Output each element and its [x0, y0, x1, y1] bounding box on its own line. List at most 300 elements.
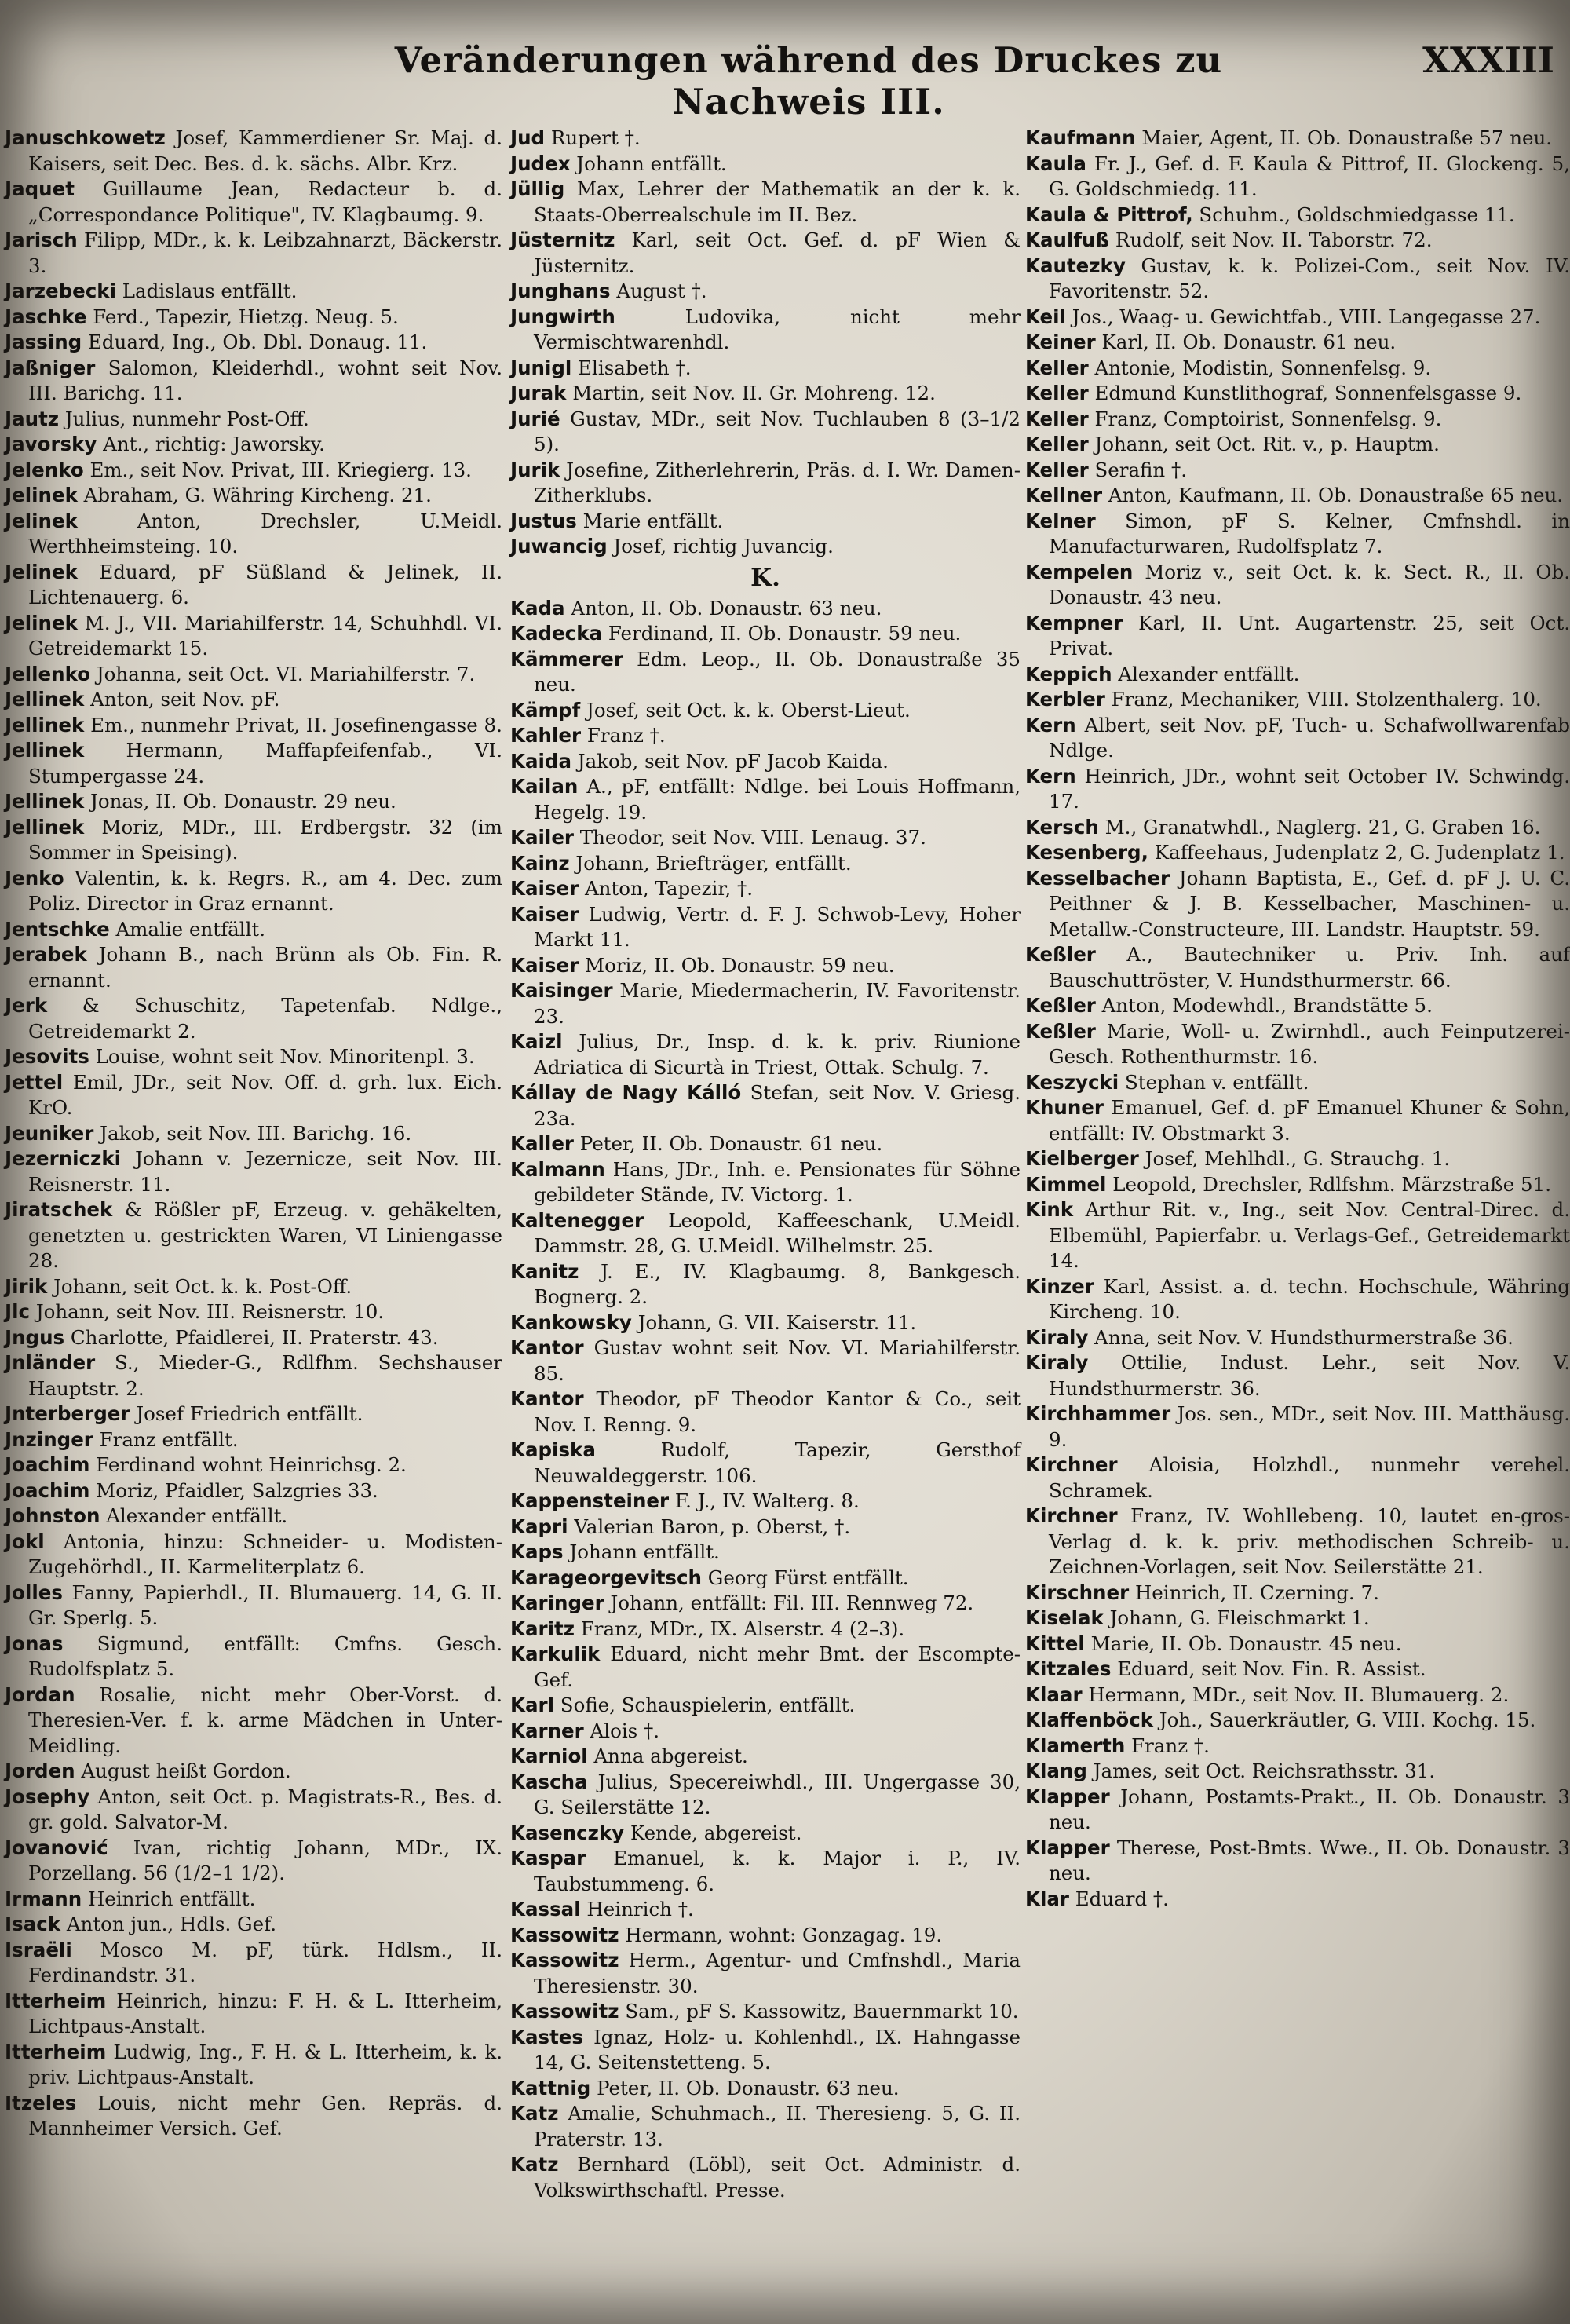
- entry-text: Josef, seit Oct. k. k. Oberst-Lieut.: [580, 698, 911, 722]
- directory-entry: [5, 662, 502, 688]
- entry-text: Johann, entfällt: Fil. III. Rennweg 72.: [604, 1591, 974, 1614]
- entry-name: Kassowitz: [510, 2000, 619, 2023]
- entry-name: Itzeles: [5, 2091, 77, 2114]
- directory-entry: [1025, 1785, 1570, 1836]
- directory-entry: [510, 851, 1020, 877]
- directory-entry: [1025, 1606, 1570, 1632]
- entry-text: Gustav, MDr., seit Nov. Tuchlauben 8 (3–1/2 5).: [534, 407, 1020, 455]
- entry-name: Jiratschek: [5, 1198, 113, 1221]
- directory-entry: [1025, 866, 1570, 943]
- entry-text: Anna abgereist.: [587, 1745, 748, 1767]
- directory-entry: [510, 1157, 1020, 1208]
- entry-text: Aloisia, Holzhdl., nunmehr verehel. Schramek.: [1049, 1453, 1570, 1502]
- entry-text: Jos., Waag- u. Gewichtfab., VIII. Langegasse 27.: [1065, 305, 1541, 328]
- entry-text: Karl, II. Ob. Donaustr. 61 neu.: [1095, 331, 1397, 353]
- entry-text: Ferdinand wohnt Heinrichsg. 2.: [89, 1453, 407, 1476]
- page-number: XXXIII: [1422, 39, 1554, 81]
- entry-name: Karitz: [510, 1617, 575, 1640]
- entry-name: Jellinek: [5, 713, 85, 736]
- entry-name: Keller: [1025, 382, 1089, 404]
- directory-entry: [1025, 203, 1570, 228]
- entry-text: Franz †.: [1125, 1734, 1210, 1757]
- entry-text: Franz †.: [581, 724, 666, 747]
- entry-name: Jokl: [5, 1529, 45, 1553]
- directory-entry: [5, 1044, 502, 1070]
- directory-entry: [1025, 1452, 1570, 1504]
- entry-name: Jngus: [5, 1325, 65, 1349]
- entry-name: Kalmann: [510, 1157, 605, 1181]
- entry-name: Jorden: [5, 1759, 75, 1782]
- entry-name: Kaller: [510, 1132, 575, 1155]
- entry-name: Keil: [1025, 305, 1066, 328]
- directory-entry: [1025, 1172, 1570, 1198]
- entry-name: Katz: [510, 2102, 559, 2125]
- entry-text: Rosalie, nicht mehr Ober-Vorst. d. Theresien-Ver. f. k. arme Mädchen in Unter-Meidling.: [28, 1683, 502, 1757]
- entry-text: Johann, seit Nov. III. Reisnerstr. 10.: [30, 1300, 385, 1323]
- entry-text: Josef, Kammerdiener Sr. Maj. d. Kaisers, seit Dec. Bes. d. k. sächs. Albr. Krz.: [28, 126, 502, 175]
- directory-entry: [1025, 840, 1570, 866]
- entry-name: Keppich: [1025, 662, 1112, 685]
- entry-name: Kassowitz: [510, 1949, 619, 1971]
- directory-entry: [510, 509, 1020, 535]
- entry-text: Louis, nicht mehr Gen. Repräs. d. Mannheimer Versich. Gef.: [28, 2091, 502, 2139]
- entry-name: Klamerth: [1025, 1734, 1126, 1757]
- entry-name: Itterheim: [5, 2040, 107, 2063]
- entry-name: Kaisinger: [510, 979, 613, 1002]
- entry-name: Kainz: [510, 851, 570, 875]
- entry-name: Kankowsky: [510, 1310, 632, 1334]
- directory-entry: [5, 993, 502, 1044]
- entry-name: Jentschke: [5, 917, 110, 941]
- directory-entry: [1025, 1708, 1570, 1734]
- entry-name: Karner: [510, 1719, 584, 1742]
- entry-name: Josephy: [5, 1785, 90, 1808]
- entry-text: James, seit Oct. Reichsrathsstr. 31.: [1086, 1759, 1436, 1782]
- directory-entry: [510, 279, 1020, 305]
- directory-entry: [510, 1438, 1020, 1489]
- directory-entry: [5, 1580, 502, 1632]
- directory-entry: [5, 1632, 502, 1683]
- directory-entry: [5, 1452, 502, 1478]
- directory-entry: [1025, 483, 1570, 509]
- entry-text: Ludwig, Vertr. d. F. J. Schwob-Levy, Hoher Markt 11.: [534, 902, 1020, 951]
- entry-text: Filipp, MDr., k. k. Leibzahnarzt, Bäckerstr. 3.: [28, 228, 502, 277]
- entry-name: Jellenko: [5, 662, 91, 685]
- entry-text: Moriz, II. Ob. Donaustr. 59 neu.: [579, 953, 895, 977]
- entry-name: Katz: [510, 2153, 559, 2176]
- entry-name: Kern: [1025, 764, 1076, 787]
- entry-text: Hans, JDr., Inh. e. Pensionates für Söhne gebildeter Stände, IV. Victorg. 1.: [534, 1157, 1020, 1206]
- entry-text: Charlotte, Pfaidlerei, II. Praterstr. 43.: [64, 1325, 439, 1349]
- directory-entry: [1025, 305, 1570, 331]
- entry-name: Kascha: [510, 1770, 588, 1793]
- entry-text: Theodor, seit Nov. VIII. Lenaug. 37.: [574, 826, 926, 849]
- directory-entry: [510, 2101, 1020, 2152]
- directory-entry: [5, 483, 502, 509]
- entry-name: Jettel: [5, 1070, 64, 1094]
- entry-name: Irmann: [5, 1887, 82, 1910]
- directory-entry: [510, 1897, 1020, 1923]
- entry-text: Rupert †.: [545, 126, 641, 149]
- directory-entry: [5, 942, 502, 993]
- entry-name: Jaschke: [5, 305, 87, 328]
- entry-name: Karl: [510, 1694, 554, 1716]
- entry-name: Keller: [1025, 458, 1089, 481]
- directory-entry: [5, 1683, 502, 1759]
- directory-entry: [5, 560, 502, 611]
- entry-text: Jakob, seit Nov. pF Jacob Kaida.: [571, 749, 889, 773]
- entry-text: Albert, seit Nov. pF, Tuch- u. Schafwollwarenfab Ndlge.: [1049, 713, 1570, 762]
- directory-entry: [5, 1299, 502, 1325]
- entry-name: Joachim: [5, 1453, 90, 1476]
- directory-entry: [5, 1478, 502, 1504]
- entry-text: Ignaz, Holz- u. Kohlenhdl., IX. Hahngasse 14, G. Seitenstetteng. 5.: [534, 2025, 1020, 2074]
- entry-text: Alois †.: [583, 1719, 660, 1742]
- entry-name: Kahler: [510, 724, 582, 747]
- directory-entry: [510, 647, 1020, 698]
- entry-text: Antonia, hinzu: Schneider- u. Modisten-Zugehörhdl., II. Karmeliterplatz 6.: [28, 1529, 502, 1578]
- directory-entry: [1025, 126, 1570, 152]
- directory-entry: [5, 1759, 502, 1785]
- entry-name: Kämmerer: [510, 647, 623, 671]
- entry-text: Anton, Kaufmann, II. Ob. Donaustraße 65 neu.: [1102, 484, 1564, 506]
- entry-text: Johann B., nach Brünn als Ob. Fin. R. ernannt.: [28, 943, 502, 992]
- entry-name: Kaltenegger: [510, 1208, 644, 1232]
- directory-entry: [5, 1325, 502, 1351]
- entry-name: Keßler: [1025, 943, 1096, 966]
- directory-entry: [510, 1029, 1020, 1080]
- entry-text: August †.: [610, 280, 707, 302]
- entry-name: Jarisch: [5, 228, 78, 251]
- directory-entry: [5, 1989, 502, 2040]
- entry-text: Ferdinand, II. Ob. Donaustr. 59 neu.: [602, 622, 962, 645]
- directory-entry: [510, 1999, 1020, 2025]
- entry-name: Israëli: [5, 1938, 72, 1961]
- entry-text: Johann, Briefträger, entfällt.: [569, 851, 852, 875]
- directory-entry: [510, 2076, 1020, 2102]
- directory-entry: [5, 1197, 502, 1274]
- entry-name: Johnston: [5, 1504, 100, 1527]
- directory-entry: [5, 1836, 502, 1887]
- entry-text: Johann v. Jezernicze, seit Nov. III. Reisnerstr. 11.: [28, 1147, 502, 1196]
- directory-entry: [1025, 942, 1570, 993]
- directory-entry: [510, 1948, 1020, 1999]
- entry-name: Kaula & Pittrof,: [1025, 203, 1193, 226]
- directory-entry: [5, 1529, 502, 1580]
- entry-text: August heißt Gordon.: [75, 1759, 291, 1782]
- entry-text: Josef, Mehlhdl., G. Strauchg. 1.: [1138, 1147, 1451, 1170]
- directory-entry: [510, 305, 1020, 356]
- entry-text: Anton jun., Hdls. Gef.: [60, 1913, 277, 1935]
- entry-name: Jurak: [510, 382, 567, 404]
- entry-text: Hermann, Maffapfeifenfab., VI. Stumpergasse 24.: [28, 739, 502, 787]
- page-title: Veränderungen während des Druckes zu Nachweis III.: [394, 39, 1223, 122]
- directory-entry: [1025, 611, 1570, 662]
- entry-text: Gustav, k. k. Polizei-Com., seit Nov. IV. Favoritenstr. 52.: [1049, 254, 1570, 302]
- entry-name: Kaula: [1025, 152, 1086, 175]
- entry-text: Leopold, Drechsler, Rdlfshm. Märzstraße 51.: [1106, 1172, 1552, 1196]
- entry-text: Eduard, seit Nov. Fin. R. Assist.: [1111, 1657, 1426, 1680]
- entry-name: Keller: [1025, 407, 1089, 430]
- entry-text: Valentin, k. k. Regrs. R., am 4. Dec. zum Poliz. Director in Graz ernannt.: [28, 866, 502, 915]
- entry-name: Kiraly: [1025, 1351, 1089, 1374]
- directory-entry: [1025, 1095, 1570, 1146]
- entry-text: Julius, Specereiwhdl., III. Ungergasse 30, G. Seilerstätte 12.: [534, 1770, 1020, 1818]
- entry-text: Sam., pF S. Kassowitz, Bauernmarkt 10.: [619, 2000, 1019, 2023]
- entry-name: Kadecka: [510, 622, 603, 645]
- entry-text: Anton, seit Nov. pF.: [84, 688, 280, 711]
- entry-text: Anton, II. Ob. Donaustr. 63 neu.: [564, 596, 882, 619]
- entry-name: Kantor: [510, 1387, 584, 1410]
- section-letter: K.: [750, 563, 780, 592]
- entry-name: Jolles: [5, 1580, 63, 1604]
- directory-entry: [1025, 764, 1570, 815]
- directory-entry: [1025, 1070, 1570, 1096]
- entry-text: Moriz, Pfaidler, Salzgries 33.: [89, 1478, 378, 1502]
- entry-text: Franz, Mechaniker, VIII. Stolzenthalerg. 10.: [1104, 688, 1542, 711]
- directory-entry: [510, 1923, 1020, 1949]
- entry-text: Heinrich entfällt.: [82, 1887, 256, 1910]
- entry-text: Mosco M. pF, türk. Hdlsm., II. Ferdinandstr. 31.: [28, 1938, 502, 1986]
- entry-name: Jellinek: [5, 790, 85, 813]
- directory-entry: [510, 1540, 1020, 1566]
- entry-text: Simon, pF S. Kelner, Cmfnshdl. in Manufacturwaren, Rudolfsplatz 7.: [1049, 509, 1570, 557]
- directory-entry: [5, 228, 502, 279]
- entry-text: Amalie entfällt.: [109, 917, 266, 941]
- directory-entry: [510, 356, 1020, 382]
- entry-name: Jnterberger: [5, 1402, 130, 1425]
- entry-name: Klang: [1025, 1759, 1087, 1782]
- entry-name: Kinzer: [1025, 1274, 1094, 1298]
- directory-entry: [1025, 662, 1570, 688]
- entry-text: Eduard, nicht mehr Bmt. der Escompte-Gef.: [534, 1643, 1020, 1691]
- entry-text: Stefan, seit Nov. V. Griesg. 23a.: [534, 1081, 1020, 1130]
- entry-name: Kirchhammer: [1025, 1402, 1171, 1425]
- entry-text: Franz entfällt.: [93, 1427, 239, 1451]
- entry-text: Alexander entfällt.: [100, 1504, 288, 1527]
- directory-entry: [510, 228, 1020, 279]
- directory-entry: [5, 1146, 502, 1197]
- entry-name: Kattnig: [510, 2076, 591, 2099]
- directory-entry: [5, 330, 502, 356]
- entry-name: Jüllig: [510, 177, 565, 200]
- entry-text: Hermann, MDr., seit Nov. II. Blumauerg. 2.: [1082, 1683, 1510, 1706]
- entry-name: Januschkowetz: [5, 126, 166, 149]
- entry-name: Kesselbacher: [1025, 866, 1170, 890]
- entry-name: Klar: [1025, 1887, 1069, 1910]
- entry-text: Eduard, pF Süßland & Jelinek, II. Lichtenauerg. 6.: [28, 560, 502, 608]
- entry-name: Kaulfuß: [1025, 228, 1110, 251]
- directory-entry: [5, 177, 502, 228]
- entry-name: Kaps: [510, 1540, 564, 1563]
- directory-entry: [510, 1821, 1020, 1847]
- entry-name: Kastes: [510, 2025, 584, 2048]
- directory-entry: [510, 534, 1020, 560]
- directory-entry: [1025, 1197, 1570, 1274]
- entry-text: Edm. Leop., II. Ob. Donaustraße 35 neu.: [534, 647, 1020, 696]
- entry-name: Jerk: [5, 994, 48, 1017]
- entry-text: Valerian Baron, p. Oberst, †.: [568, 1515, 851, 1538]
- entry-name: Kantor: [510, 1336, 584, 1359]
- entry-name: Jezerniczki: [5, 1147, 122, 1170]
- directory-entry: [510, 749, 1020, 775]
- column-3: [1025, 126, 1570, 1912]
- directory-entry: [1025, 1657, 1570, 1683]
- entry-name: Jnländer: [5, 1351, 96, 1374]
- directory-entry: [510, 1719, 1020, 1745]
- directory-entry: [510, 1080, 1020, 1131]
- entry-text: Johann, Postamts-Prakt., II. Ob. Donaustr. 3 neu.: [1049, 1785, 1570, 1833]
- directory-entry: [510, 381, 1020, 407]
- directory-entry: [510, 407, 1020, 458]
- entry-text: A., Bautechniker u. Priv. Inh. auf Bauschuttröster, V. Hundsthurmerstr. 66.: [1049, 943, 1570, 992]
- entry-name: Javorsky: [5, 433, 97, 455]
- directory-entry: [5, 305, 502, 331]
- entry-name: Karkulik: [510, 1643, 601, 1665]
- directory-entry: [510, 1336, 1020, 1387]
- entry-name: Khuner: [1025, 1096, 1104, 1119]
- entry-text: Ladislaus entfällt.: [115, 280, 298, 302]
- directory-entry: [510, 1693, 1020, 1719]
- entry-name: Kersch: [1025, 815, 1099, 839]
- directory-entry: [1025, 1759, 1570, 1785]
- entry-name: Kaiser: [510, 953, 579, 977]
- directory-entry: [1025, 1887, 1570, 1913]
- directory-entry: [1025, 509, 1570, 560]
- directory-entry: [510, 1208, 1020, 1259]
- directory-entry: [510, 1642, 1020, 1693]
- entry-name: Kirschner: [1025, 1580, 1130, 1604]
- entry-name: Jaßniger: [5, 356, 96, 379]
- entry-text: Joh., Sauerkräutler, G. VIII. Kochg. 15.: [1153, 1708, 1536, 1731]
- entry-text: Gustav wohnt seit Nov. VI. Mariahilferstr. 85.: [534, 1336, 1020, 1385]
- entry-name: Kaida: [510, 749, 571, 773]
- directory-entry: [1025, 1734, 1570, 1759]
- entry-text: Ludwig, Ing., F. H. & L. Itterheim, k. k. priv. Lichtpaus-Anstalt.: [28, 2040, 502, 2088]
- directory-entry: [1025, 1401, 1570, 1452]
- entry-text: Marie, II. Ob. Donaustr. 45 neu.: [1084, 1632, 1402, 1655]
- entry-text: Anton, Drechsler, U.Meidl. Werthheimsteing. 10.: [28, 509, 502, 557]
- directory-entry: [510, 1744, 1020, 1770]
- directory-entry: [5, 407, 502, 433]
- entry-text: Em., seit Nov. Privat, III. Kriegierg. 13.: [83, 458, 472, 481]
- entry-text: Em., nunmehr Privat, II. Josefinengasse 8.: [84, 713, 502, 736]
- entry-name: Kanitz: [510, 1259, 579, 1283]
- directory-entry: [510, 1770, 1020, 1821]
- directory-entry: [510, 825, 1020, 851]
- entry-name: Jordan: [5, 1683, 75, 1706]
- directory-entry: [5, 1938, 502, 1989]
- directory-entry: [510, 1489, 1020, 1515]
- entry-name: Kirchner: [1025, 1504, 1118, 1527]
- entry-text: Elisabeth †.: [571, 356, 692, 379]
- directory-entry: [510, 1515, 1020, 1540]
- entry-text: Franz, MDr., IX. Alserstr. 4 (2–3).: [574, 1617, 905, 1640]
- directory-entry: [5, 279, 502, 305]
- entry-name: Jlc: [5, 1300, 31, 1323]
- directory-entry: [1025, 1146, 1570, 1172]
- entry-name: Kink: [1025, 1198, 1074, 1221]
- entry-name: Jassing: [5, 331, 82, 353]
- entry-name: Kielberger: [1025, 1147, 1139, 1170]
- directory-entry: [1025, 228, 1570, 254]
- entry-text: Anton, Modewhdl., Brandstätte 5.: [1095, 994, 1433, 1017]
- entry-name: Jüsternitz: [510, 228, 615, 251]
- entry-name: Klapper: [1025, 1785, 1110, 1808]
- entry-text: Antonie, Modistin, Sonnenfelsg. 9.: [1088, 356, 1432, 379]
- entry-name: Kaufmann: [1025, 126, 1136, 149]
- entry-name: Kaspar: [510, 1847, 586, 1869]
- directory-entry: [510, 698, 1020, 724]
- entry-text: Johann Baptista, E., Gef. d. pF J. U. C. Peithner & J. B. Kesselbacher, Maschinen- u. Metallw.-Constructeure, III. Landstr. Hauptstr. 59.: [1049, 866, 1570, 941]
- entry-name: Keszycki: [1025, 1070, 1119, 1094]
- entry-name: Jurié: [510, 407, 560, 430]
- directory-entry: [5, 738, 502, 789]
- entry-text: Anton, Tapezir, †.: [579, 877, 754, 900]
- entry-text: Serafin †.: [1088, 458, 1188, 481]
- entry-name: Klapper: [1025, 1836, 1110, 1859]
- directory-entry: [510, 596, 1020, 622]
- entry-text: J. E., IV. Klagbaumg. 8, Bankgesch. Bognerg. 2.: [534, 1259, 1020, 1308]
- entry-text: Maier, Agent, II. Ob. Donaustraße 57 neu.: [1135, 126, 1553, 149]
- entry-text: Karl, seit Oct. Gef. d. pF Wien & Jüsternitz.: [534, 228, 1020, 277]
- entry-name: Karniol: [510, 1745, 588, 1767]
- entry-name: Jellinek: [5, 815, 85, 839]
- entry-text: Emanuel, k. k. Major i. P., IV. Taubstummeng. 6.: [534, 1847, 1020, 1895]
- entry-text: Heinrich †.: [580, 1898, 694, 1920]
- entry-text: Alexander entfällt.: [1112, 662, 1300, 685]
- entry-text: A., pF, entfällt: Ndlge. bei Louis Hoffmann, Hegelg. 19.: [534, 775, 1020, 824]
- directory-entry: [1025, 458, 1570, 484]
- directory-entry: [510, 126, 1020, 152]
- entry-text: Georg Fürst entfällt.: [701, 1566, 909, 1589]
- directory-entry: [5, 356, 502, 407]
- entry-name: Keßler: [1025, 994, 1096, 1017]
- directory-entry: [1025, 815, 1570, 841]
- directory-entry: [1025, 713, 1570, 764]
- entry-text: Heinrich, JDr., wohnt seit October IV. Schwindg. 17.: [1049, 764, 1570, 813]
- directory-entry: [5, 1350, 502, 1401]
- entry-text: Johann, G. Fleischmarkt 1.: [1103, 1606, 1370, 1629]
- directory-entry: [5, 1785, 502, 1836]
- entry-name: Kautezky: [1025, 254, 1126, 277]
- entry-text: S., Mieder-G., Rdlfhm. Sechshauser Hauptstr. 2.: [28, 1351, 502, 1400]
- directory-entry: [1025, 1504, 1570, 1580]
- entry-text: Bernhard (Löbl), seit Oct. Administr. d. Volkswirthschaftl. Presse.: [534, 2153, 1020, 2202]
- directory-entry: [5, 2091, 502, 2142]
- entry-text: Jos. sen., MDr., seit Nov. III. Matthäusg. 9.: [1049, 1402, 1570, 1451]
- entry-name: Jellinek: [5, 688, 85, 711]
- entry-text: Max, Lehrer der Mathematik an der k. k. Staats-Oberrealschule im II. Bez.: [534, 177, 1020, 226]
- directory-entry: [510, 876, 1020, 902]
- entry-text: M., Granatwhdl., Naglerg. 21, G. Graben 16.: [1098, 815, 1541, 839]
- directory-entry: [5, 789, 502, 815]
- entry-name: Joachim: [5, 1478, 90, 1502]
- directory-entry: [1025, 330, 1570, 356]
- entry-text: Franz, Comptoirist, Sonnenfelsg. 9.: [1088, 407, 1442, 430]
- entry-name: Jelinek: [5, 560, 78, 583]
- directory-entry: [1025, 152, 1570, 203]
- entry-text: Eduard †.: [1069, 1887, 1169, 1910]
- entry-name: Kirchner: [1025, 1453, 1118, 1476]
- entry-name: Kaiser: [510, 877, 579, 900]
- directory-entry: [5, 815, 502, 866]
- entry-name: Keiner: [1025, 331, 1096, 353]
- directory-entry: [510, 1310, 1020, 1336]
- entry-text: Johann entfällt.: [570, 152, 727, 175]
- entry-name: Juwancig: [510, 535, 608, 557]
- entry-text: Hermann, wohnt: Gonzagag. 19.: [619, 1923, 943, 1946]
